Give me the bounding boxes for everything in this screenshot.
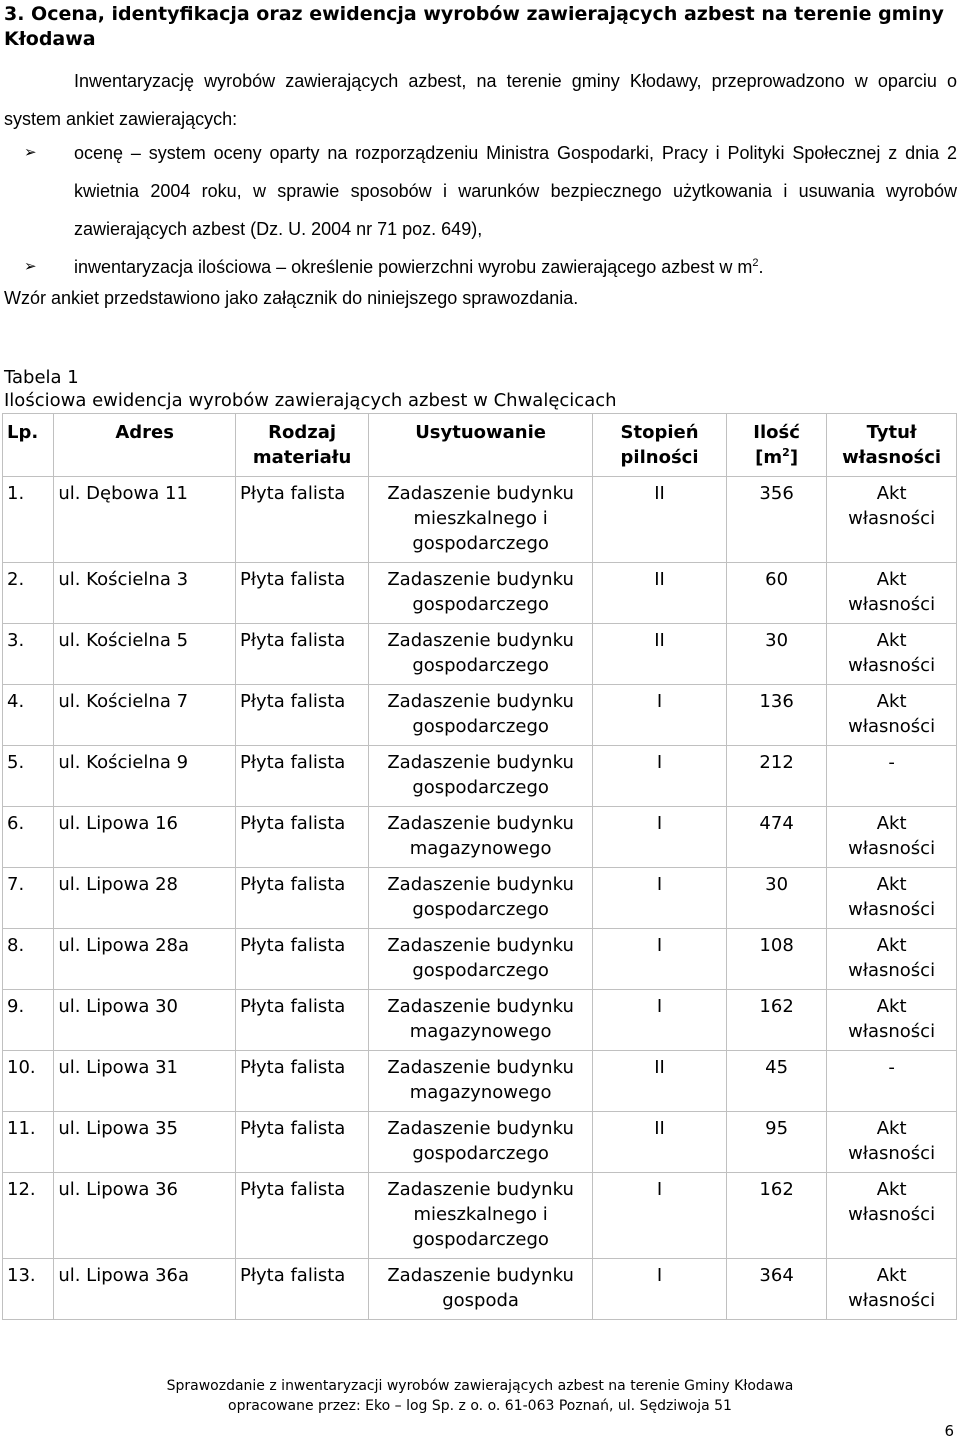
cell-address: ul. Lipowa 30 [54, 990, 236, 1051]
cell-location: Zadaszenie budynku magazynowego [369, 990, 593, 1051]
cell-address: ul. Lipowa 31 [54, 1051, 236, 1112]
cell-quantity: 30 [726, 868, 826, 929]
table-row [3, 1112, 957, 1173]
cell-quantity: 474 [726, 807, 826, 868]
table-row [3, 807, 957, 868]
bullet-item-assessment [4, 134, 957, 248]
cell-location: Zadaszenie budynku gospoda [369, 1259, 593, 1320]
table-body [3, 477, 957, 1320]
cell-material: Płyta falista [236, 563, 369, 624]
cell-lp: 13. [3, 1259, 54, 1320]
cell-title: Akt własności [827, 990, 957, 1051]
cell-degree: I [593, 868, 727, 929]
cell-quantity: 108 [726, 929, 826, 990]
cell-material: Płyta falista [236, 746, 369, 807]
header-address: Adres [54, 414, 236, 477]
cell-degree: I [593, 1259, 727, 1320]
cell-material: Płyta falista [236, 1173, 369, 1259]
cell-location: Zadaszenie budynku gospodarczego [369, 563, 593, 624]
cell-lp: 10. [3, 1051, 54, 1112]
bullet-text: ocenę – system oceny oparty na rozporządzeniu Ministra Gospodarki, Pracy i Polityki Społecznej z dnia 2 kwietnia 2004 roku, w sprawie sposobów i warunków bezpiecznego użytkowania i usuwania wyrobów zawierających azbest (Dz. U. 2004 nr 71 poz. 649), [74, 143, 957, 239]
cell-location: Zadaszenie budynku gospodarczego [369, 624, 593, 685]
appendix-note: Wzór ankiet przedstawiono jako załącznik do niniejszego sprawozdania. [4, 288, 579, 308]
cell-address: ul. Dębowa 11 [54, 477, 236, 563]
cell-lp: 7. [3, 868, 54, 929]
cell-quantity: 162 [726, 990, 826, 1051]
cell-degree: II [593, 563, 727, 624]
cell-degree: I [593, 685, 727, 746]
header-quantity [726, 414, 826, 477]
bullet-item-inventory [4, 248, 957, 286]
table-row [3, 1051, 957, 1112]
table-row [3, 685, 957, 746]
arrow-bullet-icon: ➢ [24, 144, 37, 161]
cell-title: Akt własności [827, 929, 957, 990]
cell-material: Płyta falista [236, 1112, 369, 1173]
cell-title: Akt własności [827, 868, 957, 929]
cell-degree: II [593, 624, 727, 685]
cell-title: Akt własności [827, 1259, 957, 1320]
cell-quantity: 162 [726, 1173, 826, 1259]
cell-material: Płyta falista [236, 1259, 369, 1320]
footer-line-1: Sprawozdanie z inwentaryzacji wyrobów zawierających azbest na terenie Gminy Kłodawa [166, 1378, 794, 1394]
bullet-list [4, 134, 957, 286]
footer-line-2: opracowane przez: Eko – log Sp. z o. o. 61-063 Poznań, ul. Sędziwoja 51 [228, 1398, 732, 1414]
cell-quantity: 212 [726, 746, 826, 807]
header-lp: Lp. [3, 414, 54, 477]
cell-quantity: 356 [726, 477, 826, 563]
header-degree: Stopień pilności [593, 414, 727, 477]
cell-title: Akt własności [827, 1173, 957, 1259]
table-row [3, 1173, 957, 1259]
cell-material: Płyta falista [236, 685, 369, 746]
cell-location: Zadaszenie budynku mieszkalnego i gospodarczego [369, 477, 593, 563]
table-row [3, 563, 957, 624]
asbestos-table [2, 413, 957, 1320]
cell-lp: 11. [3, 1112, 54, 1173]
cell-title: Akt własności [827, 477, 957, 563]
cell-degree: I [593, 1173, 727, 1259]
table-row [3, 746, 957, 807]
page-number: 6 [944, 1422, 954, 1440]
cell-degree: II [593, 477, 727, 563]
cell-material: Płyta falista [236, 1051, 369, 1112]
cell-location: Zadaszenie budynku gospodarczego [369, 868, 593, 929]
cell-lp: 8. [3, 929, 54, 990]
cell-quantity: 30 [726, 624, 826, 685]
cell-address: ul. Lipowa 28 [54, 868, 236, 929]
table-row [3, 990, 957, 1051]
cell-lp: 2. [3, 563, 54, 624]
cell-address: ul. Lipowa 35 [54, 1112, 236, 1173]
cell-address: ul. Lipowa 36a [54, 1259, 236, 1320]
cell-lp: 9. [3, 990, 54, 1051]
cell-degree: II [593, 1112, 727, 1173]
cell-quantity: 364 [726, 1259, 826, 1320]
table-row [3, 868, 957, 929]
table-caption: Tabela 1 [4, 367, 79, 388]
cell-address: ul. Kościelna 5 [54, 624, 236, 685]
header-location: Usytuowanie [369, 414, 593, 477]
cell-material: Płyta falista [236, 929, 369, 990]
cell-quantity: 45 [726, 1051, 826, 1112]
cell-lp: 12. [3, 1173, 54, 1259]
cell-lp: 6. [3, 807, 54, 868]
cell-lp: 3. [3, 624, 54, 685]
cell-quantity: 95 [726, 1112, 826, 1173]
cell-degree: I [593, 746, 727, 807]
cell-address: ul. Lipowa 16 [54, 807, 236, 868]
arrow-bullet-icon: ➢ [24, 258, 37, 275]
cell-lp: 1. [3, 477, 54, 563]
cell-title: - [827, 1051, 957, 1112]
bullet-sup: 2 [752, 257, 759, 269]
cell-material: Płyta falista [236, 868, 369, 929]
section-heading: 3. Ocena, identyfikacja oraz ewidencja wyrobów zawierających azbest na terenie gminy Kłodawa [4, 3, 944, 50]
cell-address: ul. Kościelna 7 [54, 685, 236, 746]
cell-quantity: 60 [726, 563, 826, 624]
header-quantity-text: Ilość [m [753, 422, 800, 468]
cell-location: Zadaszenie budynku gospodarczego [369, 685, 593, 746]
cell-address: ul. Lipowa 28a [54, 929, 236, 990]
cell-location: Zadaszenie budynku gospodarczego [369, 929, 593, 990]
cell-title: Akt własności [827, 685, 957, 746]
header-title: Tytuł własności [827, 414, 957, 477]
header-material: Rodzaj materiału [236, 414, 369, 477]
cell-quantity: 136 [726, 685, 826, 746]
table-title: Ilościowa ewidencja wyrobów zawierających azbest w Chwalęcicach [4, 390, 617, 411]
cell-degree: II [593, 1051, 727, 1112]
cell-address: ul. Kościelna 9 [54, 746, 236, 807]
cell-material: Płyta falista [236, 807, 369, 868]
table-row [3, 477, 957, 563]
cell-degree: I [593, 929, 727, 990]
cell-title: - [827, 746, 957, 807]
cell-material: Płyta falista [236, 477, 369, 563]
cell-degree: I [593, 990, 727, 1051]
bullet-tail: . [758, 257, 764, 277]
cell-location: Zadaszenie budynku magazynowego [369, 1051, 593, 1112]
table-header-row [3, 414, 957, 477]
header-quantity-sup: 2 [782, 446, 790, 459]
intro-paragraph: Inwentaryzację wyrobów zawierających azbest, na terenie gminy Kłodawy, przeprowadzono w oparciu o system ankiet zawierających: [4, 71, 957, 129]
cell-title: Akt własności [827, 563, 957, 624]
cell-address: ul. Kościelna 3 [54, 563, 236, 624]
cell-lp: 5. [3, 746, 54, 807]
cell-location: Zadaszenie budynku mieszkalnego i gospodarczego [369, 1173, 593, 1259]
cell-address: ul. Lipowa 36 [54, 1173, 236, 1259]
cell-title: Akt własności [827, 807, 957, 868]
cell-lp: 4. [3, 685, 54, 746]
cell-material: Płyta falista [236, 624, 369, 685]
table-row [3, 1259, 957, 1320]
cell-title: Akt własności [827, 1112, 957, 1173]
header-quantity-tail: ] [789, 447, 799, 468]
table-row [3, 929, 957, 990]
table-row [3, 624, 957, 685]
cell-material: Płyta falista [236, 990, 369, 1051]
cell-degree: I [593, 807, 727, 868]
bullet-text: inwentaryzacja ilościowa – określenie powierzchni wyrobu zawierającego azbest w m [74, 257, 753, 277]
cell-location: Zadaszenie budynku magazynowego [369, 807, 593, 868]
cell-title: Akt własności [827, 624, 957, 685]
cell-location: Zadaszenie budynku gospodarczego [369, 1112, 593, 1173]
cell-location: Zadaszenie budynku gospodarczego [369, 746, 593, 807]
